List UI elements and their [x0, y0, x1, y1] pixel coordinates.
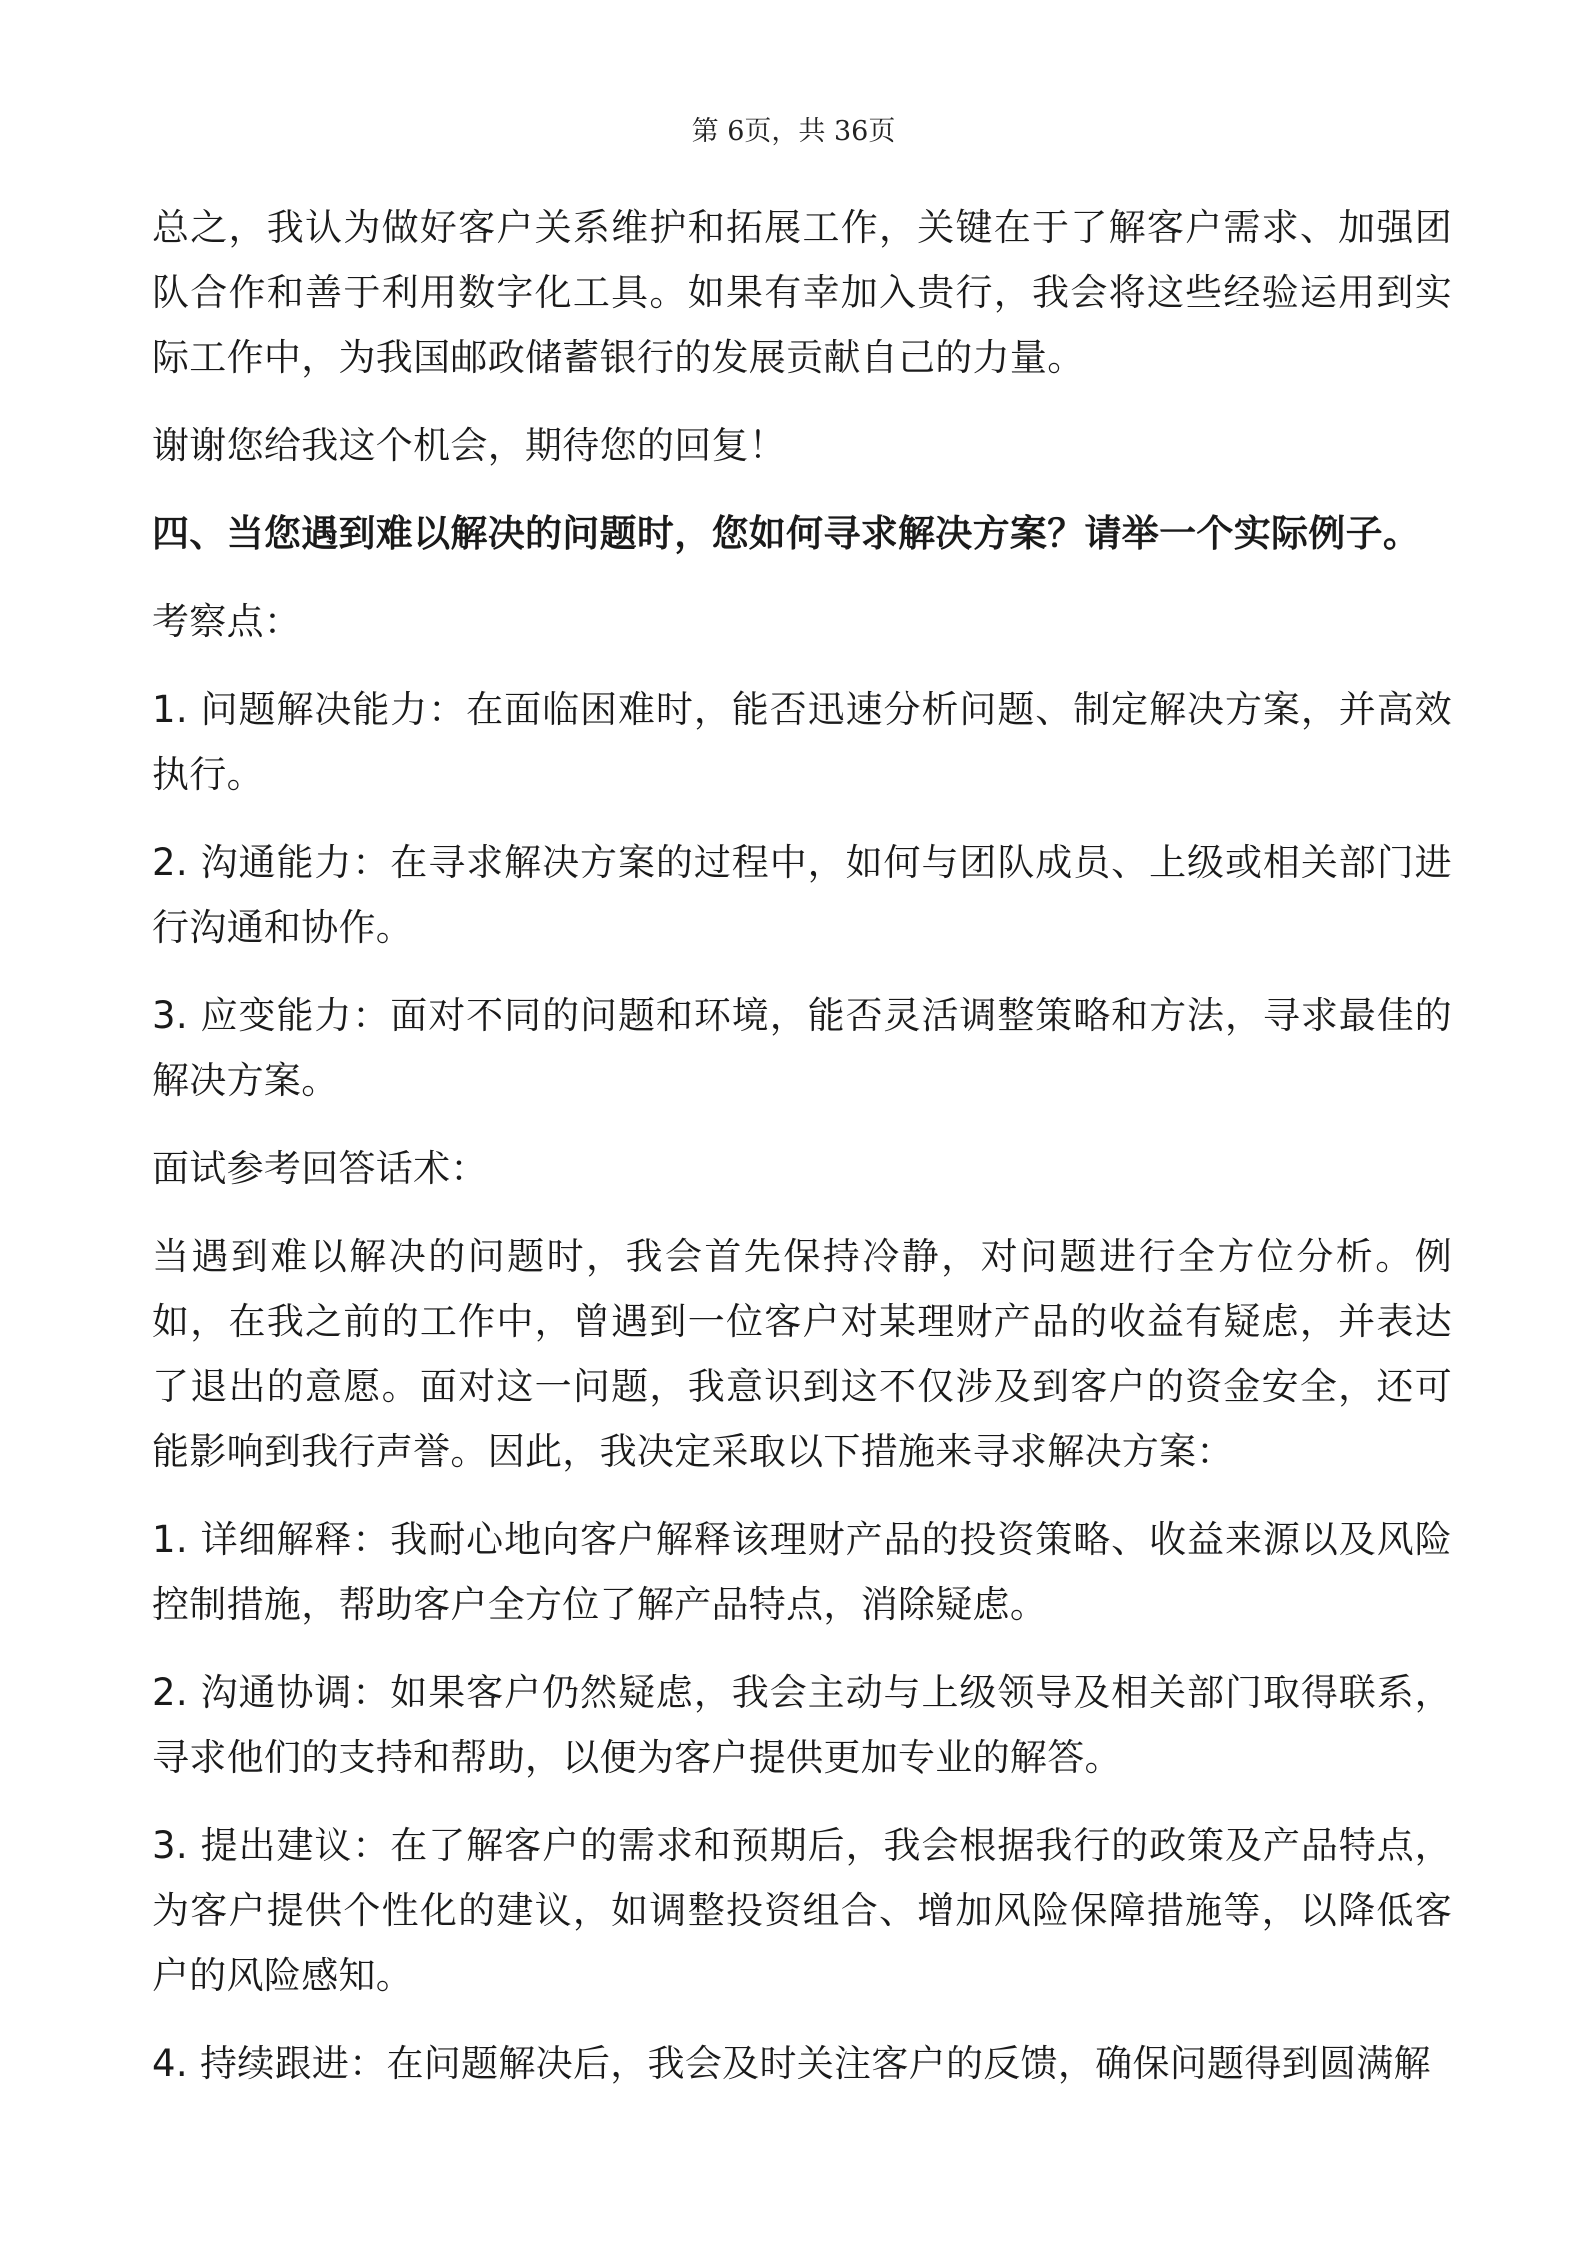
exam-point-item: 1. 问题解决能力：在面临困难时，能否迅速分析问题、制定解决方案，并高效执行。 — [152, 688, 1452, 796]
answer-intro-paragraph: 当遇到难以解决的问题时，我会首先保持冷静，对问题进行全方位分析。例如，在我之前的工作中，曾遇到一位客户对某理财产品的收益有疑虑，并表达了退出的意愿。面对这一问题，我意识到这不仅涉及到客户的资金安全，还可能影响到我行声誉。因此，我决定采取以下措施来寻求解决方案： — [152, 1235, 1452, 1473]
page-number-header: 第 6页，共 36页 — [691, 116, 896, 147]
exam-points-label: 考察点： — [152, 600, 302, 643]
question-heading: 四、当您遇到难以解决的问题时，您如何寻求解决方案？请举一个实际例子。 — [152, 512, 1421, 555]
answer-label: 面试参考回答话术： — [152, 1147, 488, 1190]
answer-step-item: 1. 详细解释：我耐心地向客户解释该理财产品的投资策略、收益来源以及风险控制措施，帮助客户全方位了解产品特点，消除疑虑。 — [152, 1518, 1452, 1626]
exam-point-item: 3. 应变能力：面对不同的问题和环境，能否灵活调整策略和方法，寻求最佳的解决方案。 — [152, 994, 1452, 1102]
exam-point-item: 2. 沟通能力：在寻求解决方案的过程中，如何与团队成员、上级或相关部门进行沟通和协作。 — [152, 841, 1452, 949]
answer-step-item: 3. 提出建议：在了解客户的需求和预期后，我会根据我行的政策及产品特点，为客户提供个性化的建议，如调整投资组合、增加风险保障措施等，以降低客户的风险感知。 — [152, 1824, 1452, 1997]
paragraph-thanks: 谢谢您给我这个机会，期待您的回复！ — [152, 424, 787, 467]
answer-step-item: 2. 沟通协调：如果客户仍然疑虑，我会主动与上级领导及相关部门取得联系，寻求他们的支持和帮助，以便为客户提供更加专业的解答。 — [152, 1671, 1452, 1779]
paragraph-conclusion: 总之，我认为做好客户关系维护和拓展工作，关键在于了解客户需求、加强团队合作和善于利用数字化工具。如果有幸加入贵行，我会将这些经验运用到实际工作中，为我国邮政储蓄银行的发展贡献自己的力量。 — [152, 206, 1452, 379]
document-body — [152, 195, 1452, 2119]
answer-step-item: 4. 持续跟进：在问题解决后，我会及时关注客户的反馈，确保问题得到圆满解 — [152, 2042, 1431, 2085]
